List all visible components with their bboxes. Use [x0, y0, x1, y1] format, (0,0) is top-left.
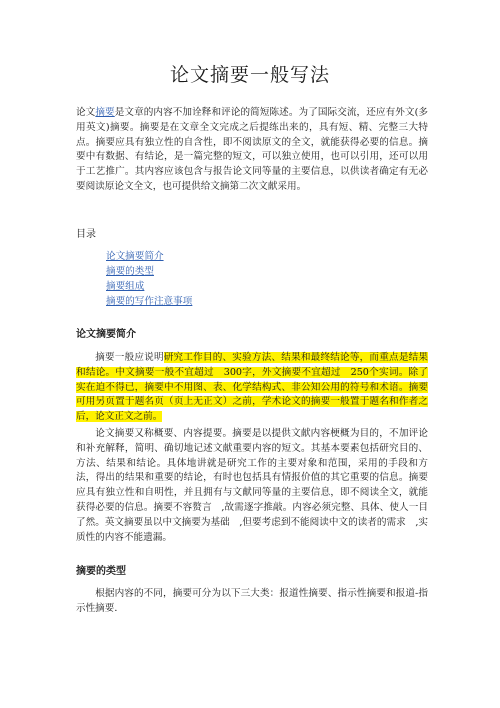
- page-title: 论文摘要一般写法: [169, 64, 330, 86]
- highlighted-paragraph: [76, 351, 428, 425]
- intro-text: 是文章的内容不加诠释和评论的简短陈述。为了国际交流，还应有外文(多用英文)摘要。摘要是在文章全文完成之后提练出来的，具有短、精、完整三大特点。摘要应具有独立性的自含性，即不阅读原文的全文，就能获得必要的信息。摘要中有数据、有结论，是一篇完整的短文，可以独立使用，也可以引用，还可以用于工艺推广。其内容应该包含与报告论文同等量的主要信息，以供读者确定有无必要阅读原论文全文，也可提供给文摘第二次文献采用。: [76, 107, 429, 192]
- paragraph-lead: 摘要一般应说明: [95, 352, 164, 363]
- toc-list: [106, 249, 192, 309]
- toc-item: [106, 249, 192, 264]
- toc-link-types[interactable]: 摘要的类型: [106, 266, 154, 277]
- toc-link-intro[interactable]: 论文摘要简介: [106, 251, 164, 262]
- abstract-link[interactable]: 摘要: [95, 107, 115, 118]
- toc-item: [106, 294, 192, 309]
- section-heading-types: 摘要的类型: [76, 566, 126, 577]
- intro-body-paragraph: 论文摘要又称概要、内容提要。摘要是以提供文献内容梗概为目的，不加评论和补充解释，简明、确切地记述文献重要内容的短文。其基本要素包括研究目的、方法、结果和结论。具体地讲就是研究工作的主要对象和范围，采用的手段和方法，得出的结果和重要的结论，有时也包括具有情报价值的其它重要的信息。摘要应具有独立性和自明性，并且拥有与文献同等量的主要信息，即不阅读全文，就能获得必要的信息。摘要不容赘言 ,故需逐字推敲。内容必须完整、具体、使人一目了然。英文摘要虽以中文摘要为基础 ,但要考虑到不能阅读中文的读者的需求 ,实质性的内容不能遗漏。: [76, 428, 428, 543]
- highlighted-text: 研究工作目的、实验方法、结果和最终结论等，而重点是结果和结论。中文摘要一般不宜超过 300字，外文摘要不宜超过 250个实词。除了实在迫不得已，摘要中不用图、表、化学结构式、非公知公用的符号和术语。摘要可用另页置于题名页（页上无正文）之前，学术论文的摘要一般置于题名和作者之后，论文正文之前。: [76, 352, 429, 423]
- toc-item: [106, 264, 192, 279]
- toc-link-composition[interactable]: 摘要组成: [106, 281, 145, 292]
- intro-prefix: 论文: [76, 107, 96, 118]
- toc-link-notes[interactable]: 摘要的写作注意事项: [106, 296, 193, 307]
- toc-item: [106, 279, 192, 294]
- types-body-paragraph: 根据内容的不同，摘要可分为以下三大类：报道性摘要、指示性摘要和报道-指示性摘要．: [76, 588, 428, 614]
- section-heading-intro: 论文摘要简介: [76, 329, 136, 340]
- intro-paragraph: [76, 106, 428, 195]
- toc-heading: 目录: [76, 229, 96, 240]
